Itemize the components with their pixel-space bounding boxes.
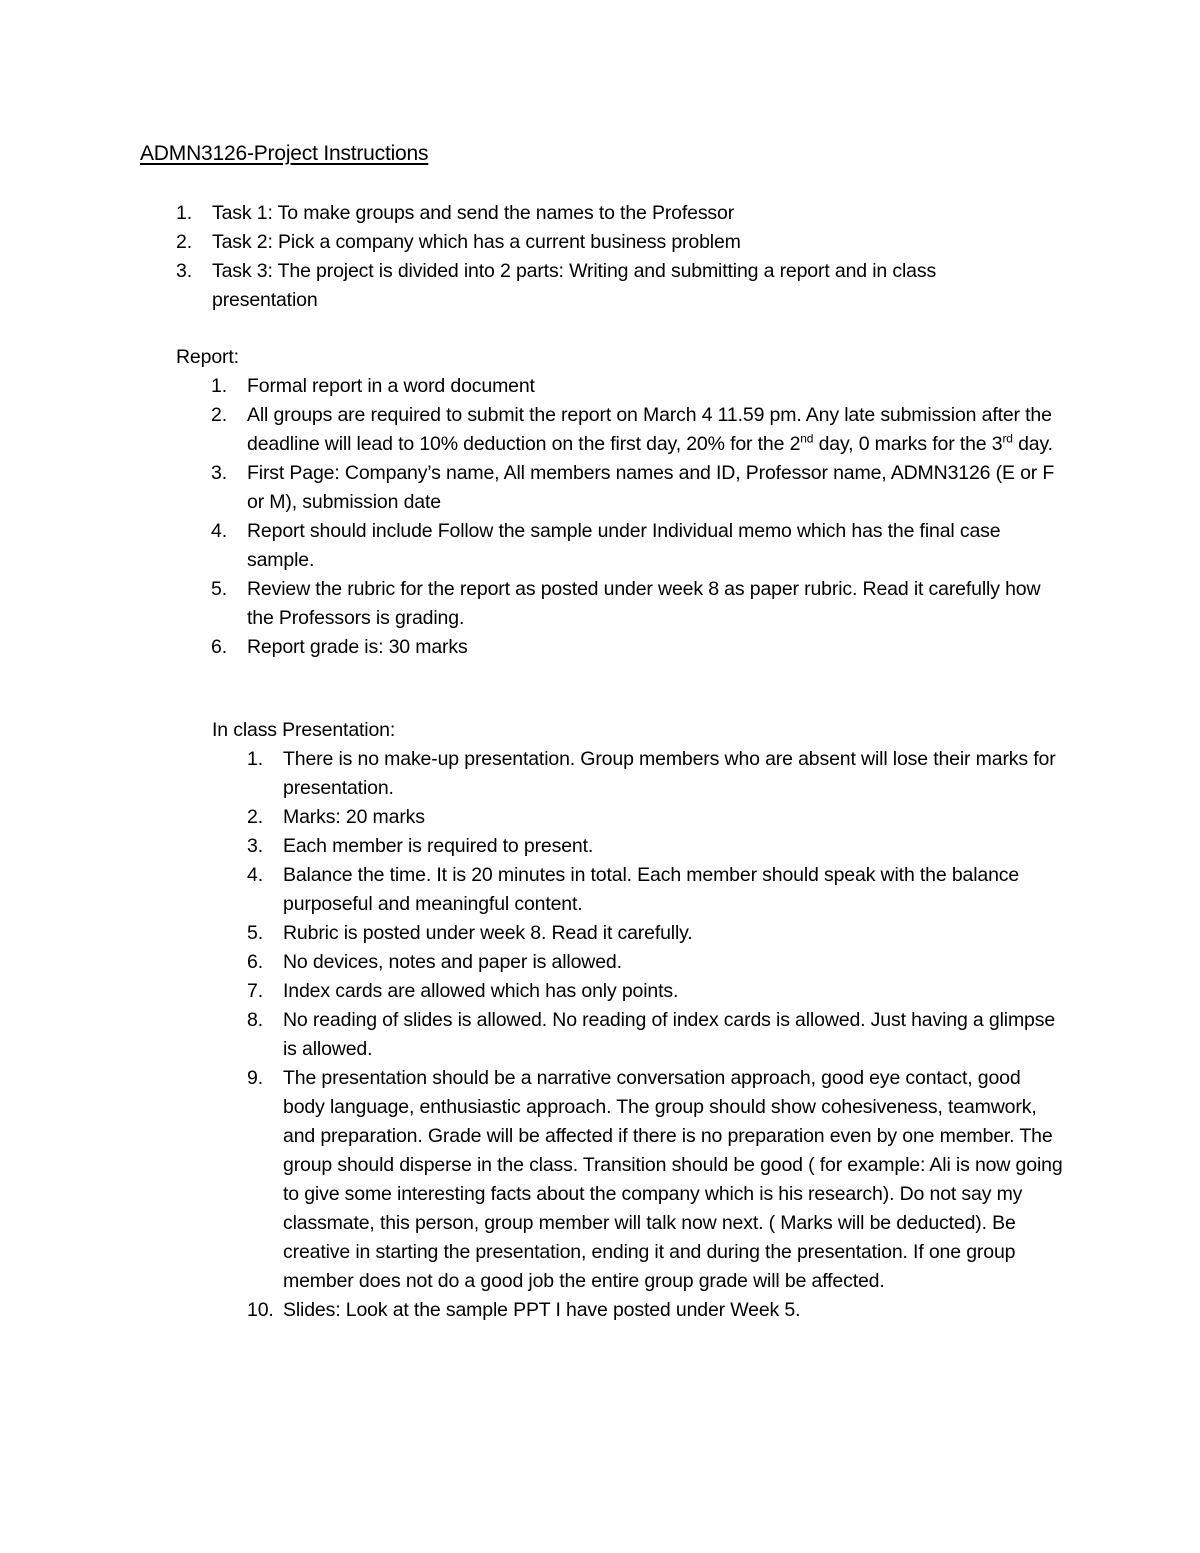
list-item [176,228,1042,257]
list-item [211,372,1062,401]
list-item [247,803,1063,832]
list-number: 3. [247,835,263,857]
list-item [211,633,1062,662]
list-item-text: Rubric is posted under week 8. Read it carefully. [283,922,693,944]
list-number: 3. [176,260,192,282]
list-number: 2. [176,231,192,253]
report-heading: Report: [176,346,239,368]
list-item [247,1006,1063,1064]
list-number: 6. [247,951,263,973]
list-number: 1. [247,748,263,770]
presentation-list [247,745,1063,1325]
ordinal-suffix: nd [800,431,814,446]
list-number: 8. [247,1009,263,1031]
list-item [176,257,1042,315]
list-number: 5. [211,578,227,600]
report-list [211,372,1062,662]
list-number: 7. [247,980,263,1002]
list-item [247,745,1063,803]
list-item [247,861,1063,919]
list-item [211,401,1062,459]
presentation-heading: In class Presentation: [212,719,396,741]
list-item [247,948,1063,977]
list-item-text: Balance the time. It is 20 minutes in total. Each member should speak with the balance purposeful and meaningful content. [283,864,1020,915]
list-item [247,1296,1063,1325]
list-item-text: No reading of slides is allowed. No reading of index cards is allowed. Just having a glimpse is allowed. [283,1009,1056,1060]
list-item [247,919,1063,948]
list-number: 4. [247,864,263,886]
list-number: 5. [247,922,263,944]
list-number: 9. [247,1067,263,1089]
list-number: 3. [211,462,227,484]
list-item-text: Index cards are allowed which has only points. [283,980,679,1002]
ordinal-suffix: rd [1002,431,1013,446]
list-item-text: Report grade is: 30 marks [247,636,468,658]
document-title: ADMN3126-Project Instructions [140,142,429,165]
list-item [211,575,1062,633]
list-number: 2. [211,404,227,426]
list-item-text: Slides: Look at the sample PPT I have posted under Week 5. [283,1299,801,1321]
list-item-text: Marks: 20 marks [283,806,425,828]
list-item-text [247,404,1053,455]
list-item-text-part: day, 0 marks for the 3 [813,433,1003,455]
list-item [176,199,1042,228]
task-list [176,199,1042,315]
list-number: 10. [247,1299,274,1321]
list-item [247,1064,1063,1296]
list-item-text: Review the rubric for the report as posted under week 8 as paper rubric. Read it carefully how the Professors is grading. [247,578,1041,629]
list-item-text: No devices, notes and paper is allowed. [283,951,622,973]
list-item-text-part: day. [1012,433,1053,455]
list-number: 4. [211,520,227,542]
list-item-text-part: All groups are required to submit the report on March 4 11.59 pm. Any late submission after the deadline will lead to 10% deduction on the first day, 20% for the 2 [247,404,1052,455]
list-item-text: Task 3: The project is divided into 2 parts: Writing and submitting a report and in class presentation [212,260,937,311]
list-item-text: Formal report in a word document [247,375,535,397]
list-item-text: The presentation should be a narrative conversation approach, good eye contact, good body language, enthusiastic approach. The group should show cohesiveness, teamwork, and preparation. Grade will be affected if there is no preparation even by one member. The group should disperse in the class. Transition should be good ( for example: Ali is now going to give some interesting facts about the company which is his research). Do not say my classmate, this person, group member will talk now next. ( Marks will be deducted). Be creative in starting the presentation, ending it and during the presentation. If one group member does not do a good job the entire group grade will be affected. [283,1067,1063,1292]
list-item [247,977,1063,1006]
list-item-text: Task 1: To make groups and send the names to the Professor [212,202,735,224]
list-number: 1. [176,202,192,224]
list-item-text: Each member is required to present. [283,835,594,857]
list-item [211,459,1062,517]
list-item [247,832,1063,861]
list-item-text: Report should include Follow the sample under Individual memo which has the final case sample. [247,520,1001,571]
list-number: 1. [211,375,227,397]
list-item-text: There is no make-up presentation. Group members who are absent will lose their marks for presentation. [283,748,1056,799]
list-item [211,517,1062,575]
list-item-text: First Page: Company’s name, All members names and ID, Professor name, ADMN3126 (E or F or M), submission date [247,462,1055,513]
list-item-text: Task 2: Pick a company which has a current business problem [212,231,741,253]
list-number: 2. [247,806,263,828]
list-number: 6. [211,636,227,658]
